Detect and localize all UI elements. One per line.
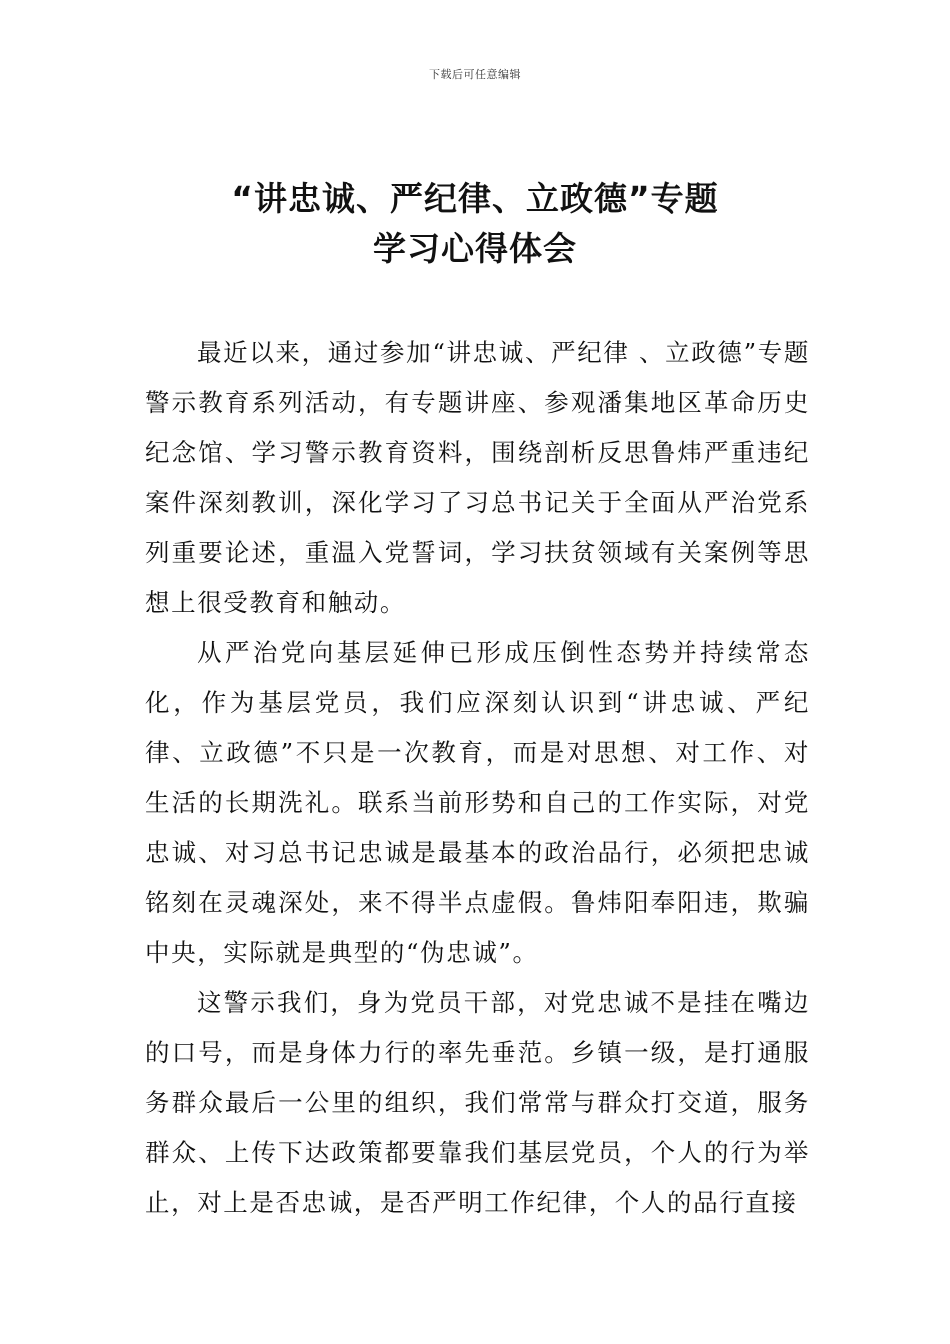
- paragraph: 最近以来，通过参加“讲忠诚、严纪律 、立政德”专题警示教育系列活动，有专题讲座、参观潘集地区革命历史纪念馆、学习警示教育资料，围绕剖析反思鲁炜严重违纪案件深刻教训，深化学习了习总书记关于全面从严治党系列重要论述，重温入党誓词，学习扶贫领域有关案例等思想上很受教育和触动。: [145, 338, 810, 617]
- paragraph: 这警示我们，身为党员干部，对党忠诚不是挂在嘴边的口号，而是身体力行的率先垂范。乡镇一级，是打通服务群众最后一公里的组织，我们常常与群众打交道，服务群众、上传下达政策都要靠我们基层党员，个人的行为举止，对上是否忠诚，是否严明工作纪律，个人的品行直接: [145, 988, 810, 1217]
- header-note: 下载后可任意编辑: [429, 68, 521, 81]
- document-title: [0, 174, 950, 274]
- paragraph: 从严治党向基层延伸已形成压倒性态势并持续常态化，作为基层党员，我们应深刻认识到“讲忠诚、严纪律、立政德”不只是一次教育，而是对思想、对工作、对生活的长期洗礼。联系当前形势和自己的工作实际，对党忠诚、对习总书记忠诚是最基本的政治品行，必须把忠诚铭刻在灵魂深处，来不得半点虚假。鲁炜阳奉阳违，欺骗中央，实际就是典型的“伪忠诚”。: [145, 638, 810, 967]
- title-line-2: 学习心得体会: [373, 229, 577, 268]
- document-body: [145, 328, 810, 1228]
- title-line-1: “讲忠诚、严纪律、立政德”专题: [231, 179, 719, 218]
